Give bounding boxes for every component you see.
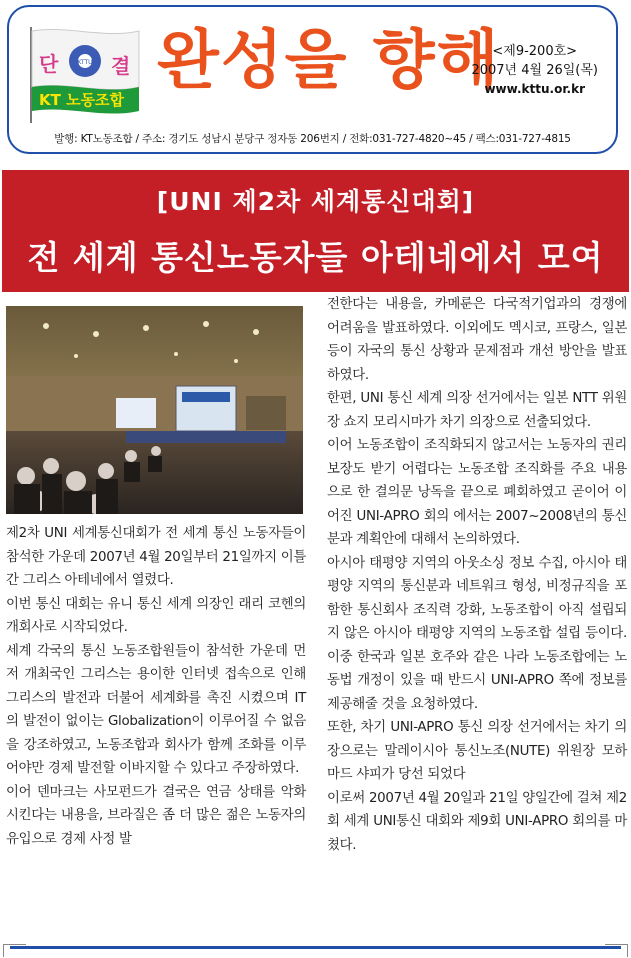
article-paragraph: 이번 통신 대회는 유니 통신 세계 의장인 래리 코헨의 개회사로 시작되었다.: [6, 596, 306, 635]
website-link[interactable]: www.kttu.or.kr: [484, 82, 585, 96]
publisher-info: 발행: KT노동조합 / 주소: 경기도 성남시 분당구 정자동 206번지 / 전화:031-727-4820~45 / 팩스:031-727-4815: [54, 133, 571, 145]
issue-date: 2007년 4월 26일(목): [471, 63, 598, 78]
article-paragraph: 이어 노동조합이 조직화되지 않고서는 노동자의 권리보장도 받기 어렵다는 노동조합 조직화를 주요 내용으로 한 결의문 낭독을 끝으로 폐회하였고 곧이어 이어진 UNI-APRO 회의 에서는 2007~2008년의 통신 분과 계획안에 대해서 논의하였다.: [327, 438, 627, 547]
flag-text-right: 결: [111, 54, 131, 78]
article-paragraph: 이어 덴마크는 사모펀드가 결국은 연금 상태를 악화시킨다는 내용을, 브라질은 좀 더 많은 젊은 노동자의 유입으로 경제 사정 발: [6, 784, 306, 847]
issue-info: [471, 42, 598, 99]
footer-corner-right: [605, 944, 628, 957]
flag-logo-text: KTTU: [77, 59, 93, 66]
issue-number: <제9-200호>: [492, 44, 578, 59]
article-column-left: [6, 522, 306, 851]
footer-divider: [10, 946, 621, 949]
article-paragraph: 한편, UNI 통신 세계 의장 선거에서는 일본 NTT 위원장 쇼지 모리시마가 차기 의장으로 선출되었다.: [327, 391, 627, 430]
headline-banner: [2, 170, 629, 292]
masthead: [7, 5, 618, 154]
flag-bottom-text: KT 노동조합: [39, 91, 125, 109]
article-paragraph: 이로써 2007년 4월 20일과 21일 양일간에 걸쳐 제2회 세계 UNI통신 대회와 제9회 UNI-APRO 회의를 마쳤다.: [327, 790, 627, 853]
kttu-flag-logo: [25, 25, 143, 125]
article-column-right: [327, 293, 627, 857]
footer-corner-left: [3, 944, 26, 957]
article-paragraph: 제2차 UNI 세계통신대회가 전 세계 통신 노동자들이 참석한 가운데 2007년 4월 20일부터 21일까지 이틀간 그리스 아테네에서 열렸다.: [6, 526, 306, 588]
headline-title: 전 세계 통신노동자들 아테네에서 모여: [27, 238, 604, 277]
article-paragraph: 아시아 태평양 지역의 아웃소싱 정보 수집, 아시아 태평양 지역의 통신분과 네트워크 형성, 비정규직을 포함한 통신회사 조직력 강화, 노동조합이 아직 설립되지 않은 아시아 태평양 지역의 노동조합 설립 등이다. 이중 한국과 일본 호주와 같은 나라 노동조합에는 노동법 개정이 있을 때 반드시 UNI-APRO 쪽에 정보를 제공해줄 것을 요청하였다.: [327, 555, 627, 712]
headline-subtitle: [UNI 제2차 세계통신대회]: [156, 187, 475, 216]
article-paragraph: 전한다는 내용을, 카메룬은 다국적기업과의 경쟁에 어려움을 발표하였다. 이외에도 멕시코, 프랑스, 일본 등이 자국의 통신 상황과 문제점과 개선 방안을 발표하였다.: [327, 297, 627, 383]
flag-text-left: 단: [39, 52, 59, 76]
newsletter-title: 완성을 향해: [157, 24, 501, 98]
conference-hall-photo: [6, 306, 303, 514]
article-paragraph: 세계 각국의 통신 노동조합원들이 참석한 가운데 먼저 개최국인 그리스는 용이한 인터넷 접속으로 인해 그리스의 발전과 더불어 세계화를 촉진 시켰으며 IT의 발전이 없이는 Globalization이 이루어질 수 없음을 강조하였고, 노동조합과 회사가 함께 조화를 이루어야만 경제 발전할 이바지할 수 있다고 주장하였다.: [6, 643, 306, 776]
article-paragraph: 또한, 차기 UNI-APRO 통신 의장 선거에서는 차기 의장으로는 말레이시아 통신노조(NUTE) 위원장 모하마드 샤피가 당선 되었다: [327, 720, 627, 782]
